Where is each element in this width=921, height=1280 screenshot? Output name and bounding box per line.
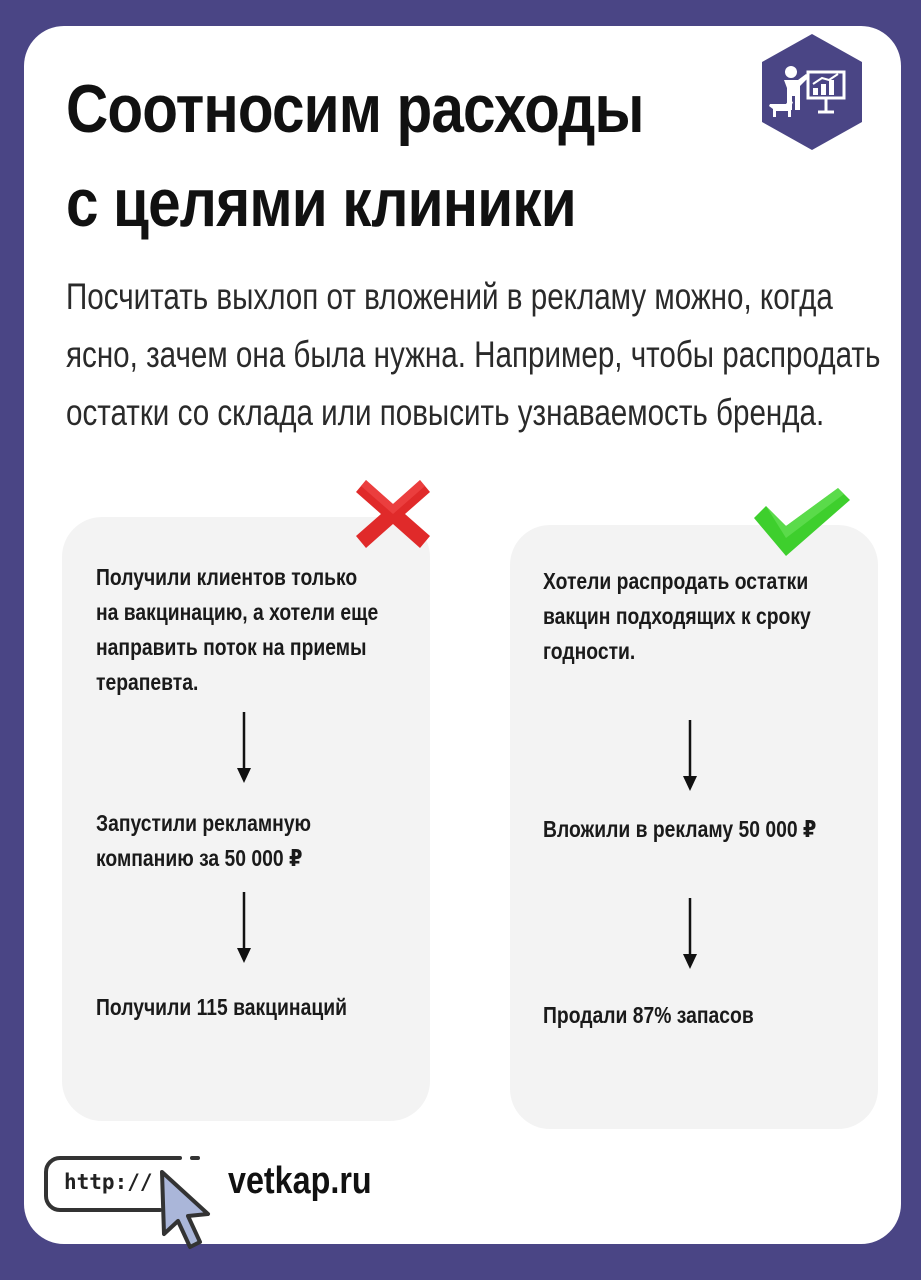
red-cross-icon <box>352 474 434 554</box>
title-line: Соотносим расходы <box>66 71 644 147</box>
url-prefix: http:// <box>64 1170 153 1194</box>
green-check-icon <box>752 486 852 558</box>
bad-step-spend <box>96 806 432 876</box>
step-line: Запустили рекламную <box>96 810 312 836</box>
good-step-goal <box>543 564 879 669</box>
step-line: направить поток на приемы <box>96 634 367 660</box>
intro-line: остатки со склада или повысить узнаваемость бренда. <box>66 392 825 433</box>
step-line: Вложили в рекламу 50 000 ₽ <box>543 816 817 842</box>
step-line: компанию за 50 000 ₽ <box>96 845 303 871</box>
step-line: Получили 115 вакцинаций <box>96 994 347 1020</box>
step-line: Получили клиентов только <box>96 564 358 590</box>
intro-line: Посчитать выхлоп от вложений в рекламу можно, когда <box>66 276 833 317</box>
down-arrow-icon <box>680 720 700 792</box>
mouse-cursor-icon <box>156 1168 216 1252</box>
step-line: годности. <box>543 638 636 664</box>
bad-step-goal <box>96 560 432 700</box>
vet-presentation-logo-icon <box>758 32 866 152</box>
intro-text <box>66 268 881 442</box>
good-step-result <box>543 998 879 1033</box>
step-line: терапевта. <box>96 669 199 695</box>
good-step-spend <box>543 812 879 847</box>
step-line: вакцин подходящих к сроку <box>543 603 811 629</box>
step-line: Хотели распродать остатки <box>543 568 809 594</box>
down-arrow-icon <box>234 712 254 784</box>
bad-step-result <box>96 990 432 1025</box>
step-line: на вакцинацию, а хотели еще <box>96 599 379 625</box>
intro-line: ясно, зачем она была нужна. Например, чтобы распродать <box>66 334 881 375</box>
site-link[interactable]: vetkap.ru <box>228 1160 372 1202</box>
step-line: Продали 87% запасов <box>543 1002 754 1028</box>
down-arrow-icon <box>680 898 700 970</box>
title-line: с целями клиники <box>66 165 576 241</box>
page-title <box>66 62 651 250</box>
down-arrow-icon <box>234 892 254 964</box>
